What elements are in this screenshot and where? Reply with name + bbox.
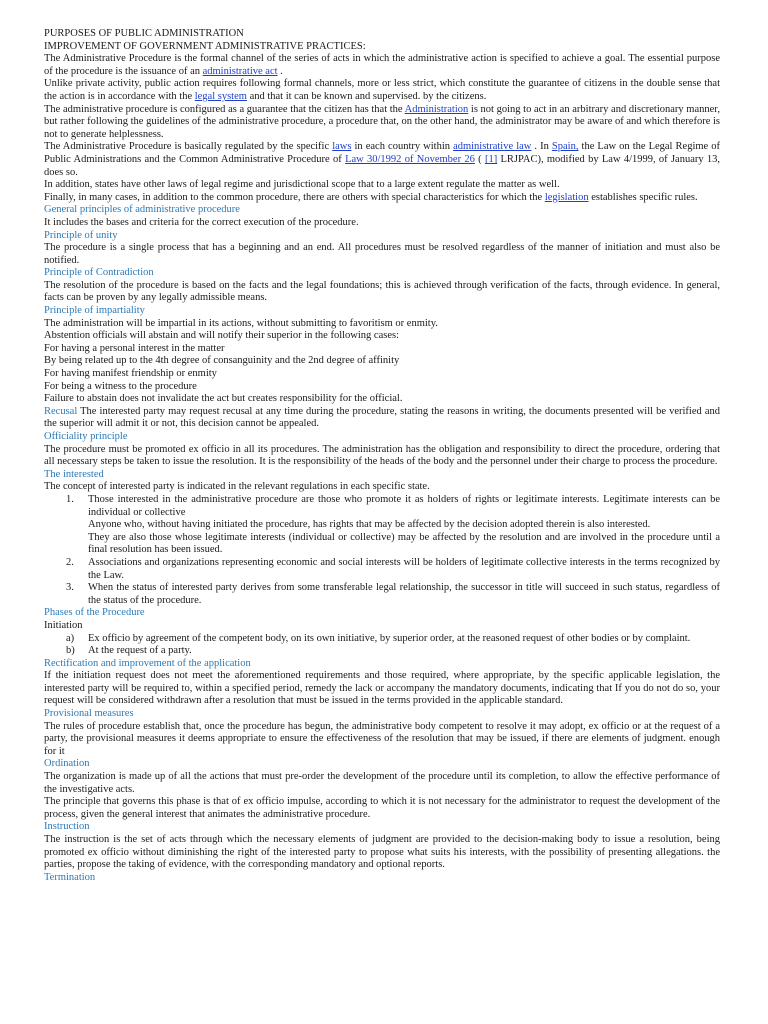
- paragraph-general-principles: It includes the bases and criteria for the correct execution of the procedure.: [44, 216, 359, 228]
- paragraph-states-laws: In addition, states have other laws of legal regime and jurisdictional scope that to a large extent regulate the matter as well.: [44, 179, 560, 191]
- heading-phases: Phases of the Procedure: [44, 607, 145, 619]
- heading-instruction: Instruction: [44, 821, 90, 833]
- link-footnote-1[interactable]: [1]: [484, 153, 498, 165]
- paragraph-impartiality-4: By being related up to the 4th degree of consanguinity and the 2nd degree of affinity: [44, 355, 400, 367]
- link-legal-system[interactable]: legal system: [194, 90, 247, 102]
- paragraph-impartiality-7: Failure to abstain does not invalidate the act but creates responsibility for the official.: [44, 393, 403, 405]
- paragraph-impartiality-2: Abstention officials will abstain and will notify their superior in the following cases:: [44, 330, 399, 342]
- paragraph-ordination-1: The organization is made up of all the actions that must pre-order the development of the procedure until its completion, to allow the effective performance of the investigative acts.: [44, 771, 720, 795]
- paragraph-regulation: The Administrative Procedure is basically regulated by the specific laws in each country within administrative law . In Spain, the Law on the Legal Regime of Public Administrations and the Common Administrative Procedure of Law 30/1992 of November 26 ( [1] LRJPAC), modified by Law 4/1999, of January 13, does so.: [44, 141, 721, 178]
- paragraph-impartiality-6: For being a witness to the procedure: [44, 380, 197, 392]
- paragraph-impartiality-1: The administration will be impartial in its actions, without submitting to favoritism or enmity.: [44, 317, 438, 329]
- link-legislation[interactable]: legislation: [544, 191, 589, 203]
- paragraph-interested: The concept of interested party is indicated in the relevant regulations in each specific state.: [44, 481, 430, 493]
- heading-recusal: Recusal: [44, 405, 78, 417]
- heading-provisional-measures: Provisional measures: [44, 708, 134, 720]
- link-administrative-law[interactable]: administrative law: [453, 141, 532, 153]
- document-title: PURPOSES OF PUBLIC ADMINISTRATION: [44, 28, 244, 39]
- list-item: 3. When the status of interested party derives from some transferable legal relationship, the successor in title will succeed in such status, regardless of the status of the procedure.: [66, 582, 720, 606]
- paragraph-private-activity: Unlike private activity, public action requires following formal channels, more or less strict, which constitute the guarantee of citizens in the double sense that the action is in accordance with the legal system and that it can be known and supervised. by the citizens.: [44, 78, 720, 102]
- paragraph-instruction: The instruction is the set of acts through which the necessary elements of judgment are provided to the decision-making body to issue a resolution, being promoted ex officio without diminishing the right of the interested party to propose what suits his interests, with the possibility of presenting allegations. the parties, propose the taking of evidence, with the corresponding mandatory and optional reports.: [44, 834, 720, 871]
- paragraph-impartiality-5: For having manifest friendship or enmity: [44, 368, 217, 380]
- paragraph-ordination-2: The principle that governs this phase is that of ex officio impulse, according to which it is not necessary for the administrator to request the development of the process, given the general interest that animates the administrative procedure.: [44, 796, 720, 820]
- list-item: 1. Those interested in the administrative procedure are those who promote it as holders of rights or legitimate interests. Legitimate interests can be individual or collective Anyone who, without having initiated the procedure, has rights that may be affected by the decision adopted therein is also interested. They are also those whose legitimate interests (individual or collective) may be affected by the resolution and are involved in the procedure until a final resolution has been issued.: [66, 493, 720, 556]
- paragraph-intro: The Administrative Procedure is the formal channel of the series of acts in which the administrative action is specified to achieve a goal. The essential purpose of the procedure is the issuance of an administrative act .: [44, 53, 720, 77]
- heading-the-interested: The interested: [44, 468, 104, 480]
- heading-principle-impartiality: Principle of impartiality: [44, 305, 145, 317]
- paragraph-impartiality-3: For having a personal interest in the matter: [44, 342, 225, 354]
- paragraph-officiality: The procedure must be promoted ex officio in all its procedures. The administration has the obligation and responsibility to direct the procedure, ordering that all necessary steps be taken to issue the resolution. It is the responsibility of the heads of the body and the personnel under their charge to process the procedure.: [44, 443, 720, 468]
- paragraph-principle-unity: The procedure is a single process that has a beginning and an end. All procedures must be resolved regardless of the manner of initiation and must also be notified.: [44, 242, 720, 266]
- heading-principle-contradiction: Principle of Contradiction: [44, 267, 154, 279]
- paragraph-initiation: Initiation: [44, 619, 83, 631]
- paragraph-guarantee: The administrative procedure is configured as a guarantee that the citizen has that the Administration is not going to act in an arbitrary and discretionary manner, but rather following the guidelines of the administrative procedure, a procedure that, on the other hand, the administrator may be aware of and which therefore is not to generate helplessness.: [44, 103, 720, 140]
- heading-termination: Termination: [44, 871, 96, 883]
- heading-general-principles: General principles of administrative procedure: [44, 204, 240, 216]
- list-item: 2. Associations and organizations representing economic and social interests will be holders of legitimate collective interests in the terms recognized by the Law.: [66, 556, 720, 581]
- list-item: a) Ex officio by agreement of the competent body, on its own initiative, by superior order, at the reasoned request of other bodies or by complaint.: [66, 632, 691, 644]
- link-laws[interactable]: laws: [332, 141, 352, 153]
- paragraph-provisional-measures: The rules of procedure establish that, once the procedure has begun, the administrative body competent to resolve it may adopt, ex officio or at the request of a party, the provisional measures it deems appropriate to ensure the effectiveness of the resolution that may be issued, if there are elements of judgment. enough for it: [44, 720, 720, 757]
- list-interested: [44, 494, 720, 607]
- paragraph-recusal: Recusal The interested party may request recusal at any time during the procedure, stating the reasons in writing, the documents presented will be verified and the superior will admit it or not, this decision cannot be appealed.: [44, 405, 720, 430]
- document-subtitle: IMPROVEMENT OF GOVERNMENT ADMINISTRATIVE PRACTICES:: [44, 40, 366, 52]
- link-spain[interactable]: Spain,: [551, 141, 579, 153]
- paragraph-rectification: If the initiation request does not meet the aforementioned requirements and those required, where appropriate, by the specific applicable legislation, the interested party will be required to, within a specified period, remedy the lack or accompany the mandatory documents, indicating that If you do not do so, your request will be considered withdrawn after a resolution that must be issued in the terms provided in the applicable standard.: [44, 670, 720, 707]
- paragraph-principle-contradiction: The resolution of the procedure is based on the facts and the legal foundations; this is achieved through verification of the facts, through evidence. In general, facts can be proven by any legally admissible means.: [44, 279, 720, 304]
- list-item: b) At the request of a party.: [66, 645, 192, 657]
- link-administrative-act[interactable]: administrative act: [202, 65, 278, 77]
- heading-officiality-principle: Officiality principle: [44, 431, 128, 442]
- heading-ordination: Ordination: [44, 758, 90, 770]
- link-administration[interactable]: Administration: [404, 103, 469, 115]
- list-initiation: [44, 633, 720, 658]
- paragraph-special-procedures: Finally, in many cases, in addition to the common procedure, there are others with special characteristics for which the legislation establishes specific rules.: [44, 191, 698, 203]
- heading-principle-unity: Principle of unity: [44, 229, 118, 241]
- heading-rectification: Rectification and improvement of the application: [44, 657, 251, 669]
- link-law-30-1992[interactable]: Law 30/1992 of November 26: [345, 153, 475, 165]
